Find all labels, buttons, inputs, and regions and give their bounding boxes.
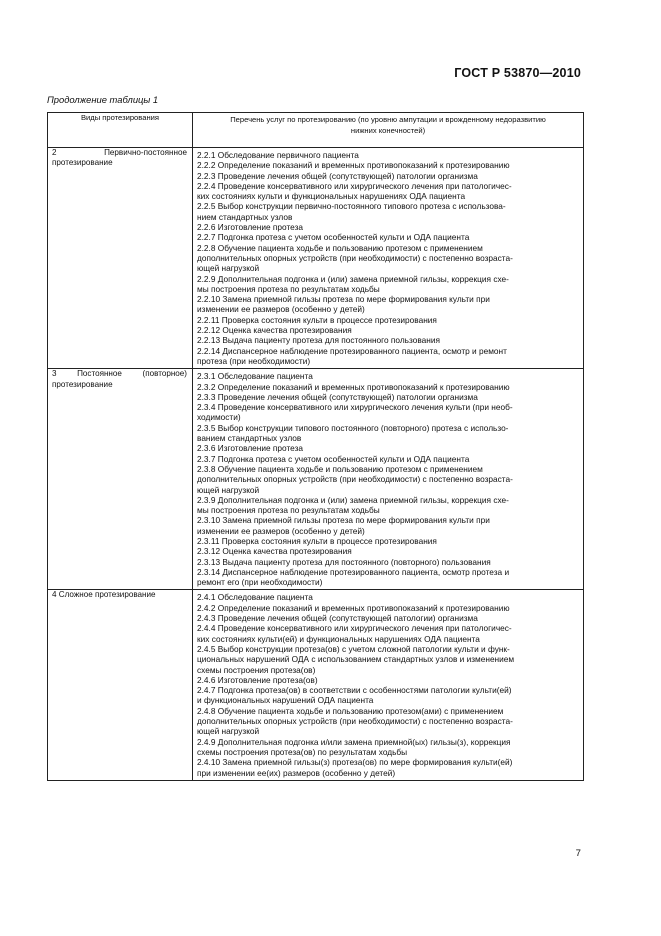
prosthetics-kind-cell: 3 Постоянное (повторное) протезирование bbox=[48, 369, 193, 590]
service-line: дополнительных опорных устройств (при необходимости) с постепенно возраста- bbox=[197, 716, 513, 727]
service-line: 2.2.10 Замена приемной гильзы протеза по мере формирования культи при bbox=[197, 294, 490, 305]
service-line: 2.2.2 Определение показаний и временных противопоказаний к протезированию bbox=[197, 160, 510, 171]
table-continuation-label: Продолжение таблицы 1 bbox=[47, 94, 159, 105]
service-line: схемы построения протеза(ов) bbox=[197, 664, 316, 675]
service-line: дополнительных опорных устройств (при необходимости) с постепенно возраста- bbox=[197, 252, 513, 263]
service-line: ких состояниях культи и функциональных нарушениях ОДА пациента bbox=[197, 191, 466, 202]
service-line: нием стандартных узлов bbox=[197, 211, 293, 222]
service-line: схемы построения протеза(ов) по результатам ходьбы bbox=[197, 746, 408, 757]
service-line: 2.4.1 Обследование пациента bbox=[197, 592, 313, 603]
prosthetics-kind-cell: 4 Сложное протезирование bbox=[48, 590, 193, 780]
service-line: 2.3.12 Оценка качества протезирования bbox=[197, 546, 352, 557]
service-line: 2.2.1 Обследование первичного пациента bbox=[197, 150, 359, 160]
service-line: ремонт его (при необходимости) bbox=[197, 577, 323, 588]
service-line: 2.4.7 Подгонка протеза(ов) в соответствии с особенностями патологии культи(ей) bbox=[197, 685, 512, 696]
service-line: изменении ее размеров (особенно у детей) bbox=[197, 525, 365, 536]
table-row bbox=[48, 148, 584, 369]
service-line: изменении ее размеров (особенно у детей) bbox=[197, 304, 365, 315]
service-line: 2.4.3 Проведение лечения общей (сопутствующей патологии) организма bbox=[197, 613, 478, 624]
service-line: ходимости) bbox=[197, 412, 241, 423]
service-line: 2.4.2 Определение показаний и временных противопоказаний к протезированию bbox=[197, 602, 510, 613]
column-header-line: Перечень услуг по протезированию (по уровню ампутации и врожденному недоразвитию bbox=[230, 115, 546, 124]
service-line: мы построения протеза по результатам ходьбы bbox=[197, 505, 380, 516]
service-line: 2.2.9 Дополнительная подгонка и (или) замена приемной гильзы, коррекция схе- bbox=[197, 273, 509, 284]
services-list-cell bbox=[193, 369, 584, 590]
column-header-line: нижних конечностей) bbox=[350, 125, 426, 135]
service-line: 2.2.6 Изготовление протеза bbox=[197, 222, 304, 233]
service-line: ющей нагрузкой bbox=[197, 726, 260, 737]
services-list-cell bbox=[193, 148, 584, 369]
service-line: при изменении ее(их) размеров (особенно у детей) bbox=[197, 767, 396, 778]
service-line: 2.3.13 Выдача пациенту протеза для постоянного (повторного) пользования bbox=[197, 556, 491, 567]
service-line: 2.3.5 Выбор конструкции типового постоянного (повторного) протеза с использо- bbox=[197, 422, 509, 433]
service-line: 2.2.14 Диспансерное наблюдение протезированного пациента, осмотр и ремонт bbox=[197, 345, 507, 356]
service-line: 2.4.5 Выбор конструкции протеза(ов) с учетом сложной патологии культи и функ- bbox=[197, 643, 510, 654]
standard-code-header: ГОСТ Р 53870—2010 bbox=[454, 66, 581, 80]
service-line: 2.4.8 Обучение пациента ходьбе и пользованию протезом(ами) с применением bbox=[197, 705, 504, 716]
service-line: мы построения протеза по результатам ходьбы bbox=[197, 283, 380, 294]
service-line: 2.2.12 Оценка качества протезирования bbox=[197, 325, 352, 336]
service-line: протеза (при необходимости) bbox=[197, 355, 311, 366]
service-line: 2.2.3 Проведение лечения общей (сопутствующей) патологии организма bbox=[197, 170, 478, 181]
service-line: и функциональных нарушений ОДА пациента bbox=[197, 695, 374, 706]
service-line: циональных нарушений ОДА с использованием стандартных узлов и изменением bbox=[197, 654, 515, 665]
service-line: 2.3.8 Обучение пациента ходьбе и пользованию протезом с применением bbox=[197, 463, 483, 474]
service-line: ющей нагрузкой bbox=[197, 263, 260, 274]
service-line: 2.3.11 Проверка состояния культи в процессе протезирования bbox=[197, 535, 437, 546]
service-line: 2.3.7 Подгонка протеза с учетом особенностей культи и ОДА пациента bbox=[197, 453, 470, 464]
service-line: 2.3.10 Замена приемной гильзы протеза по мере формирования культи при bbox=[197, 515, 490, 526]
service-line: 2.3.3 Проведение лечения общей (сопутствующей) патологии организма bbox=[197, 391, 478, 402]
service-line: 2.2.5 Выбор конструкции первично-постоянного типового протеза с использова- bbox=[197, 201, 506, 212]
service-line: 2.4.9 Дополнительная подгонка и/или замена приемной(ых) гильзы(з), коррекция bbox=[197, 736, 511, 747]
table-header-row bbox=[48, 113, 584, 148]
page-number: 7 bbox=[575, 848, 581, 859]
service-line: 2.2.13 Выдача пациенту протеза для постоянного пользования bbox=[197, 335, 440, 346]
service-line: ванием стандартных узлов bbox=[197, 433, 302, 444]
table-row bbox=[48, 369, 584, 590]
column-header-services bbox=[193, 113, 584, 148]
service-line: 2.2.11 Проверка состояния культи в процессе протезирования bbox=[197, 314, 437, 325]
service-line: 2.3.4 Проведение консервативного или хирургического лечения культи (при необ- bbox=[197, 402, 513, 413]
services-table bbox=[47, 112, 584, 781]
service-line: 2.2.7 Подгонка протеза с учетом особенностей культи и ОДА пациента bbox=[197, 232, 470, 243]
service-line: 2.4.10 Замена приемной гильзы(з) протеза(ов) по мере формирования культи(ей) bbox=[197, 757, 513, 768]
service-line: 2.3.1 Обследование пациента bbox=[197, 371, 313, 382]
service-line: 2.4.6 Изготовление протеза(ов) bbox=[197, 674, 318, 685]
service-line: 2.3.6 Изготовление протеза bbox=[197, 443, 304, 454]
service-line: дополнительных опорных устройств (при необходимости) с постепенно возраста- bbox=[197, 474, 513, 485]
prosthetics-kind-cell: 2 Первично-постоянное протезирование bbox=[48, 148, 193, 369]
table-row bbox=[48, 590, 584, 780]
service-line: 2.2.8 Обучение пациента ходьбе и пользованию протезом с применением bbox=[197, 242, 483, 253]
service-line: ющей нагрузкой bbox=[197, 484, 260, 495]
service-line: 2.3.14 Диспансерное наблюдение протезированного пациента, осмотр протеза и bbox=[197, 566, 510, 577]
column-header-kinds: Виды протезирования bbox=[48, 113, 193, 148]
service-line: ких состояниях культи(ей) и функциональных нарушениях ОДА пациента bbox=[197, 633, 480, 644]
services-list-cell bbox=[193, 590, 584, 780]
service-line: 2.4.4 Проведение консервативного или хирургического лечения при патологичес- bbox=[197, 623, 512, 634]
service-line: 2.3.2 Определение показаний и временных противопоказаний к протезированию bbox=[197, 381, 510, 392]
service-line: 2.3.9 Дополнительная подгонка и (или) замена приемной гильзы, коррекция схе- bbox=[197, 494, 509, 505]
service-line: 2.2.4 Проведение консервативного или хирургического лечения при патологичес- bbox=[197, 180, 512, 191]
